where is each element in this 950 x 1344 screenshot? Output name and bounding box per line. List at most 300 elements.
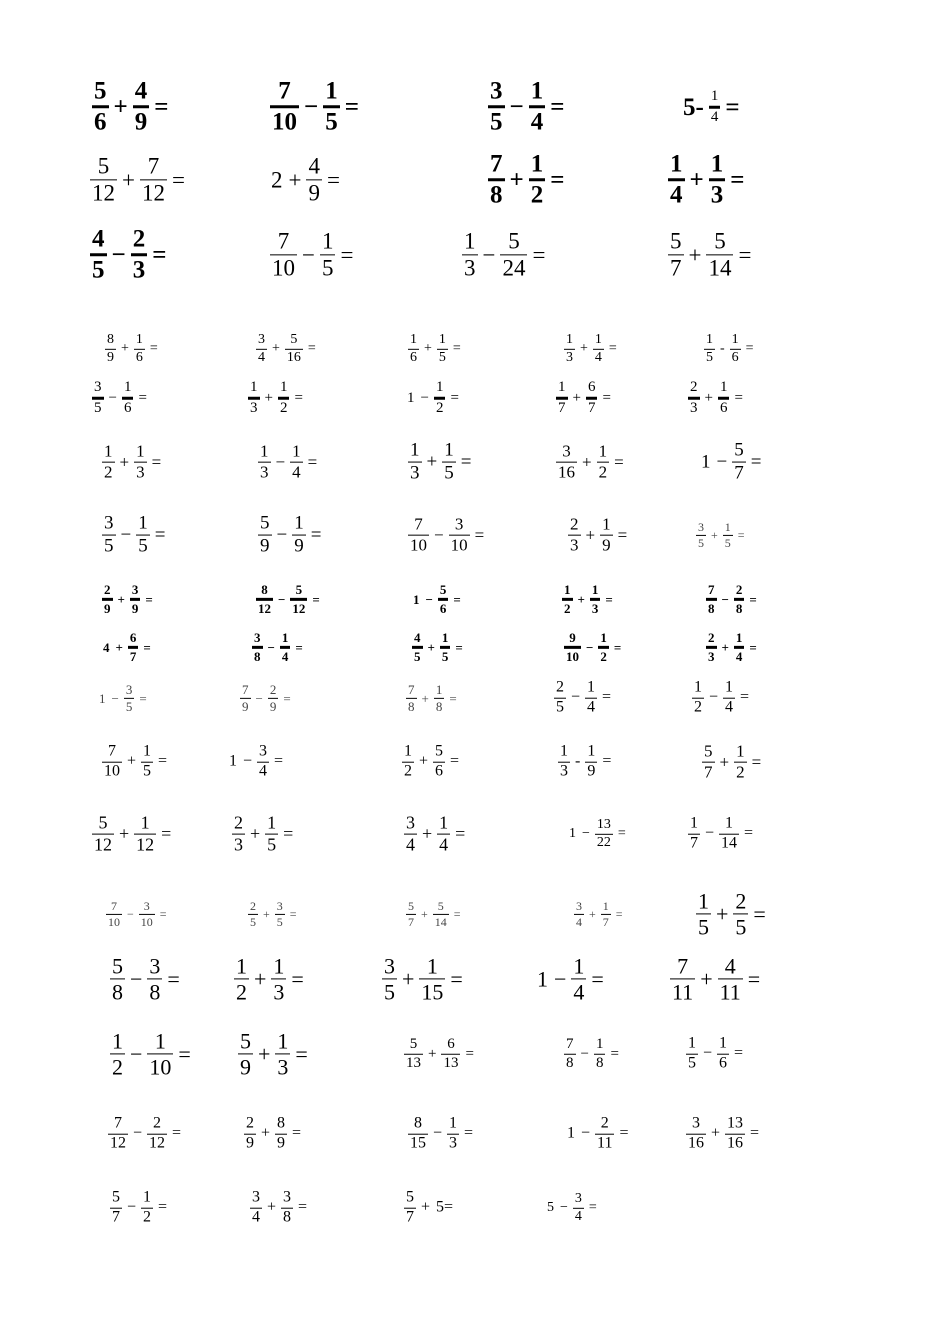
equals-sign: = [294,389,303,406]
fraction [110,1029,125,1078]
operator: + [427,639,435,655]
numerator: 1 [564,581,571,597]
fraction [232,814,245,855]
operator: − [586,639,594,655]
denominator: 5 [384,979,395,1005]
operator: − [276,524,288,546]
math-problem [404,380,462,417]
fraction [408,516,429,555]
denominator: 3 [690,399,698,416]
equals-sign: = [154,93,169,121]
fraction [306,154,322,205]
math-problem [684,1116,762,1153]
math-problem [88,226,170,284]
fraction [573,1192,584,1224]
math-problem [700,743,764,782]
denominator: 5 [125,698,133,714]
math-problem [96,683,150,713]
equals-sign: = [740,689,750,706]
numerator: 1 [573,953,585,979]
denominator: 10 [108,914,120,929]
denominator: 5 [688,1054,696,1072]
fraction [718,380,730,417]
operator: − [721,591,729,607]
numerator: 1 [710,87,719,104]
numerator: 4 [724,953,736,979]
numerator: 5 [406,1188,414,1206]
numerator: 3 [125,681,133,697]
fraction [449,516,470,555]
equals-sign: = [172,1125,182,1142]
math-problem [406,333,464,365]
numerator: 2 [153,1114,162,1132]
operator: + [688,242,702,268]
numerator: 5 [439,581,447,597]
fraction [419,954,445,1003]
operator: − [580,1045,589,1062]
numerator: 1 [321,228,334,254]
math-problem [90,814,174,855]
numerator: 1 [602,514,611,534]
fraction [248,900,258,928]
numerator: 5 [112,953,123,979]
numerator: 1 [706,331,713,347]
fraction [108,1116,128,1153]
math-problem [666,229,754,280]
fraction [252,631,263,663]
operator: − [560,1200,568,1215]
math-problem [686,380,746,417]
operator: − [275,452,286,472]
equals-sign: = [307,452,318,472]
numerator: 1 [560,742,568,760]
math-problem [544,1192,600,1224]
operator: − [243,753,253,770]
numerator: 5 [260,512,270,534]
numerator: 2 [104,581,111,597]
math-problem [246,380,306,417]
numerator: 7 [677,953,689,979]
denominator: 3 [449,1134,458,1152]
operator: + [580,341,588,356]
fraction [723,680,735,717]
numerator: 1 [698,888,709,914]
fraction [280,631,291,663]
numerator: 3 [258,331,265,347]
denominator: 4 [281,648,289,664]
denominator: 8 [490,181,503,209]
math-problem [698,441,764,484]
numerator: 1 [530,150,544,178]
fraction [433,744,445,781]
equals-sign: = [292,1125,302,1142]
fraction [256,583,273,615]
fraction [668,229,684,280]
equals-sign: = [734,389,743,406]
denominator: 10 [272,255,295,281]
fraction [586,380,598,417]
denominator: 12 [92,180,115,206]
operator: − [278,591,286,607]
fraction [734,583,745,615]
numerator: 1 [140,812,150,833]
fraction [571,954,586,1003]
numerator: 5 [112,1188,120,1206]
denominator: 4 [530,108,544,136]
equals-sign: = [550,93,565,121]
numerator: 3 [576,898,582,913]
fraction [90,226,107,284]
fraction [564,333,575,365]
operator: + [428,1045,437,1062]
fraction [290,443,303,482]
denominator: 7 [704,762,713,782]
numerator: 7 [708,581,715,597]
operator: − [582,826,590,841]
denominator: 12 [141,180,165,206]
equals-sign: = [753,901,766,926]
denominator: 9 [134,108,148,136]
numerator: 5 [409,1035,418,1052]
denominator: 8 [435,698,443,714]
numerator: 2 [735,888,747,914]
fraction [147,1029,173,1078]
denominator: 9 [587,762,596,780]
operator: + [689,166,704,194]
math-problem [232,954,307,1003]
fraction [258,443,271,482]
numerator: 1 [725,814,734,832]
numerator: 7 [114,1114,122,1132]
equals-sign: = [151,452,162,472]
operator: − [703,1045,713,1062]
denominator: 9 [269,698,277,714]
equals-sign: = [283,824,294,844]
numerator: 3 [254,629,261,645]
numerator: 8 [261,581,268,597]
denominator: 13 [406,1054,421,1071]
math-problem [100,631,154,663]
math-problem [404,900,464,928]
denominator: 3 [260,462,269,482]
fraction [529,151,546,209]
fraction [434,683,445,713]
fraction [404,1037,423,1072]
numerator: 7 [277,228,290,254]
fraction [408,441,422,484]
denominator: 3 [464,255,476,281]
denominator: 2 [279,399,288,416]
denominator: 16 [688,1134,704,1152]
numerator: 5 [508,228,520,254]
numerator: 3 [692,1114,700,1132]
equals-sign: = [455,639,463,655]
denominator: 16 [286,349,301,365]
numerator: 1 [426,953,438,979]
numerator: 1 [587,742,596,760]
fraction [696,889,711,938]
denominator: 5 [325,108,338,136]
whole-number: 4 [103,639,110,655]
math-problem [402,1037,477,1072]
equals-sign: = [738,242,752,268]
equals-sign: = [449,690,457,706]
numerator: 1 [135,331,143,347]
fraction [92,814,114,855]
fraction [554,680,566,717]
numerator: 5 [670,228,682,254]
math-problem [702,333,757,365]
numerator: 7 [108,742,116,760]
math-problem [486,78,568,136]
equals-sign: = [749,591,757,607]
denominator: 7 [690,834,698,852]
math-problem [106,1116,184,1153]
numerator: 7 [147,153,160,179]
math-problem [404,683,460,713]
operator: + [113,93,128,121]
fraction [406,683,417,713]
numerator: 2 [570,514,579,534]
numerator: 13 [727,1114,744,1132]
fraction [141,1190,153,1227]
fraction [688,380,700,417]
denominator: 4 [252,1208,260,1226]
operator: − [434,525,444,545]
operator: + [572,389,581,406]
denominator: 9 [242,698,249,714]
numerator: 1 [294,512,304,534]
numerator: 1 [435,681,443,697]
operator: + [122,167,135,193]
fraction [285,333,303,365]
denominator: 5 [438,349,446,365]
denominator: 3 [708,648,715,664]
fraction [275,1116,287,1153]
denominator: 10 [566,648,579,664]
denominator: 5 [94,399,102,416]
math-problem [380,954,466,1003]
fraction [110,1190,122,1227]
equals-sign: = [295,1041,308,1066]
denominator: 8 [283,1208,292,1226]
denominator: 5 [321,255,334,281]
whole-number: 2 [271,167,283,193]
numerator: 7 [490,150,503,178]
numerator: 7 [242,681,249,697]
numerator: 1 [464,228,476,254]
operator: + [585,525,596,545]
operator: + [422,824,433,844]
numerator: 5 [437,898,444,913]
numerator: 1 [281,629,289,645]
denominator: 5 [698,914,709,940]
denominator: 14 [708,255,732,281]
equals-sign: = [610,1045,619,1062]
equals-sign: = [291,966,304,991]
fraction [692,680,704,717]
math-problem [226,744,286,781]
numerator: 5 [734,439,744,461]
fraction [668,151,685,209]
fraction [686,1116,706,1153]
math-problem [108,1190,170,1227]
denominator: 5 [444,462,454,484]
operator: + [589,907,596,921]
numerator: 1 [439,812,449,833]
math-problem [684,1036,746,1073]
math-problem [268,78,362,136]
whole-number: 1 [701,451,711,473]
math-problem [562,631,624,663]
math-problem [238,683,294,713]
numerator: 1 [236,953,247,979]
equals-sign: = [734,1045,744,1062]
math-problem [406,516,487,555]
math-problem [268,229,356,280]
operator: + [254,966,267,991]
fraction [438,583,449,615]
operator: − [130,966,143,991]
fraction [412,631,423,663]
numerator: 6 [447,1035,455,1052]
math-problem [410,583,464,615]
numerator: 1 [735,629,743,645]
fraction [90,154,117,205]
fraction [102,514,116,557]
denominator: 6 [719,1054,728,1072]
operator: + [711,528,718,542]
denominator: 8 [254,648,261,664]
operator: + [716,901,729,926]
numerator: 1 [273,953,285,979]
numerator: 4 [134,77,148,105]
numerator: 3 [698,519,704,534]
operator: − [120,524,132,546]
denominator: 4 [258,349,265,365]
numerator: 3 [562,441,571,461]
math-problem [402,1190,456,1227]
denominator: 7 [670,255,682,281]
fraction [437,814,450,855]
equals-sign: = [298,1199,308,1216]
numerator: 7 [414,514,423,534]
numerator: 1 [123,378,132,395]
denominator: 3 [250,399,258,416]
fraction [562,583,573,615]
math-problem [566,516,630,555]
operator: + [421,690,429,706]
fraction [594,1037,606,1072]
denominator: 8 [408,698,415,714]
math-problem [246,900,300,928]
fraction [102,583,113,615]
fraction [597,443,610,482]
numerator: 5 [704,741,713,761]
denominator: 11 [719,979,741,1005]
denominator: 4 [573,979,585,1005]
equals-sign: = [750,451,762,473]
numerator: 1 [719,1034,728,1052]
numerator: 2 [246,1114,254,1132]
denominator: 3 [277,1054,289,1080]
operator: + [119,824,130,844]
fraction [270,78,299,136]
operator: + [127,753,137,770]
numerator: 2 [600,1114,609,1132]
denominator: 5 [138,535,148,557]
fraction [275,1029,290,1078]
operator: − [716,451,728,473]
denominator: 4 [439,834,449,855]
equals-sign: = [550,166,565,194]
denominator: 7 [129,648,137,664]
fraction [106,900,122,928]
operator: + [577,591,585,607]
operator: − [554,966,567,991]
denominator: 14 [434,914,447,929]
denominator: 13 [443,1054,459,1071]
fraction [723,521,733,549]
fraction [234,954,249,1003]
numerator: 1 [594,331,602,347]
denominator: 5 [735,914,747,940]
fraction [733,889,748,938]
equals-sign: = [605,591,613,607]
fraction [122,380,134,417]
denominator: 3 [566,349,573,365]
denominator: 2 [104,462,113,482]
numerator: 5 [435,742,444,760]
operator: - [720,341,725,356]
equals-sign: = [619,1125,629,1142]
denominator: 7 [112,1208,120,1226]
fraction [441,1037,460,1072]
numerator: 4 [308,153,320,179]
fraction [442,441,456,484]
fraction [139,900,155,928]
fraction [102,744,122,781]
fraction [140,154,167,205]
denominator: 5 [441,648,449,664]
equals-sign: = [159,907,167,921]
fraction [275,900,285,928]
whole-number: 1 [537,966,548,991]
numerator: 1 [736,741,745,761]
numerator: 2 [234,812,243,833]
denominator: 4 [670,181,683,209]
math-problem [406,1116,476,1153]
operator: − [267,639,275,655]
numerator: 3 [143,898,150,913]
denominator: 10 [140,914,153,929]
operator: − [571,689,581,706]
numerator: 1 [279,378,288,395]
fraction [278,380,290,417]
denominator: 10 [104,762,120,780]
denominator: 7 [734,462,744,484]
fraction [718,954,743,1003]
denominator: 10 [272,108,297,136]
math-problem [704,631,760,663]
denominator: 15 [421,979,444,1005]
numerator: 1 [435,378,444,395]
fraction [704,333,715,365]
numerator: 1 [598,441,608,461]
numerator: 2 [708,629,715,645]
denominator: 5 [490,108,503,136]
equals-sign: = [307,341,316,356]
